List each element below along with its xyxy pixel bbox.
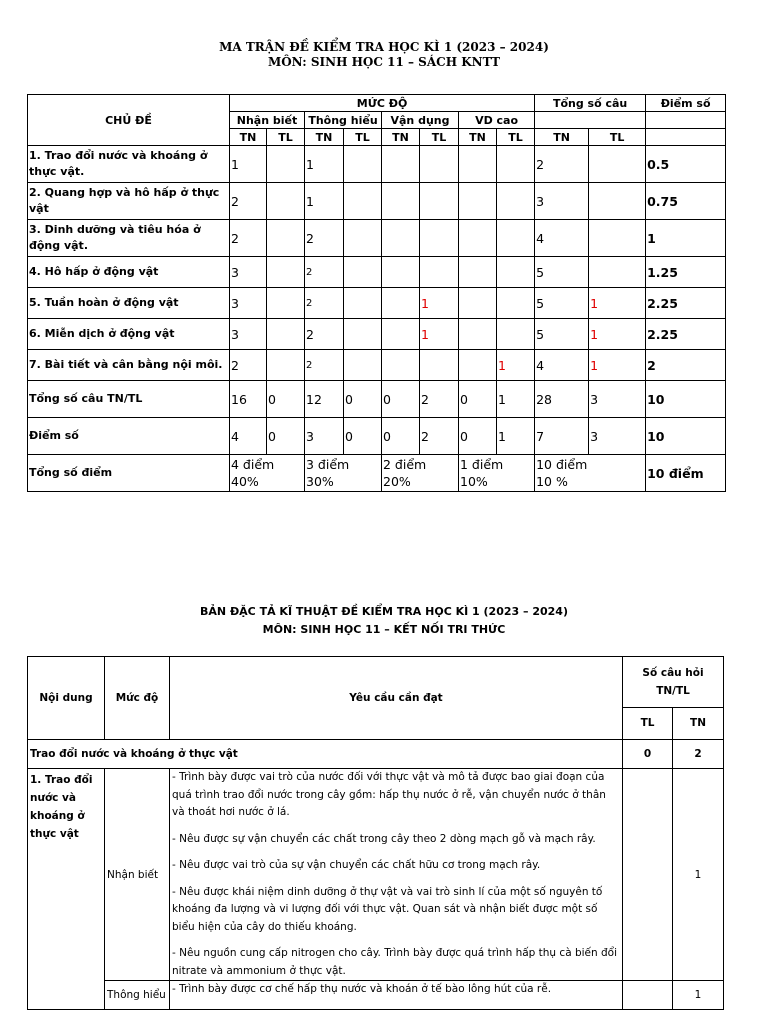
spec-understand-tl	[623, 981, 673, 1010]
matrix-cell-total-tl: 1	[589, 350, 646, 381]
matrix-cell-understand-tn: 2	[305, 319, 344, 350]
matrix-cell-advanced-tn	[459, 288, 497, 319]
matrix-row-label: 3. Dinh dưỡng và tiêu hóa ở động vật.	[28, 220, 230, 257]
grand-percent: 10%	[460, 474, 488, 489]
matrix-cell-recognize-tl	[267, 183, 305, 220]
tl-label: TL	[267, 129, 305, 146]
spec-header-level: Mức độ	[105, 657, 170, 740]
matrix-cell-understand-tn: 1	[305, 146, 344, 183]
matrix-cell-apply-tn	[382, 319, 420, 350]
tl-label: TL	[344, 129, 382, 146]
matrix-cell-total-tl: 3	[589, 418, 646, 455]
tn-label: TN	[305, 129, 344, 146]
grand-points: 3 điểm	[306, 457, 350, 472]
matrix-cell-score: 2	[646, 350, 726, 381]
tl-label: TL	[420, 129, 459, 146]
spec-topic: 1. Trao đổi nước và khoáng ở thực vật	[28, 769, 105, 1010]
matrix-grand-final: 10 điểm	[646, 455, 726, 492]
matrix-title-line1: MA TRẬN ĐỀ KIỂM TRA HỌC KÌ 1 (2023 – 2024)	[219, 40, 549, 54]
matrix-cell-advanced-tl: 1	[497, 381, 535, 418]
matrix-cell-recognize-tn: 3	[230, 319, 267, 350]
grand-percent: 40%	[231, 474, 259, 489]
matrix-cell-understand-tl: 0	[344, 381, 382, 418]
matrix-header-blank	[535, 112, 646, 129]
matrix-level-understand: Thông hiểu	[305, 112, 382, 129]
matrix-cell-understand-tn: 2	[305, 288, 344, 319]
matrix-cell-advanced-tn	[459, 350, 497, 381]
matrix-cell-score: 0.5	[646, 146, 726, 183]
matrix-cell-total-tn: 2	[535, 146, 589, 183]
grand-points: 4 điểm	[231, 457, 275, 472]
matrix-cell-total-tn: 4	[535, 350, 589, 381]
matrix-cell-understand-tl	[344, 288, 382, 319]
matrix-row-label: Điểm số	[28, 418, 230, 455]
matrix-cell-apply-tl: 2	[420, 381, 459, 418]
spec-recognize-tl	[623, 769, 673, 981]
matrix-header-blank	[646, 129, 726, 146]
matrix-cell-advanced-tl	[497, 257, 535, 288]
spec-title-line1: BẢN ĐẶC TẢ KĨ THUẬT ĐỀ KIỂM TRA HỌC KÌ 1 (2023 – 2024)	[200, 605, 568, 618]
matrix-grand-row	[28, 455, 726, 492]
matrix-cell-understand-tn: 3	[305, 418, 344, 455]
matrix-cell-total-tn: 3	[535, 183, 589, 220]
matrix-cell-understand-tn: 2	[305, 350, 344, 381]
matrix-cell-score: 10	[646, 418, 726, 455]
matrix-cell-recognize-tl	[267, 350, 305, 381]
matrix-cell-advanced-tn	[459, 257, 497, 288]
matrix-cell-recognize-tl: 0	[267, 381, 305, 418]
spec-header-requirement: Yêu cầu cần đạt	[170, 657, 623, 740]
matrix-cell-advanced-tl: 1	[497, 418, 535, 455]
matrix-cell-score: 1	[646, 220, 726, 257]
spec-understand-tn: 1	[673, 981, 724, 1010]
spec-title	[0, 603, 768, 639]
matrix-cell-score: 2.25	[646, 288, 726, 319]
tl-label: TL	[497, 129, 535, 146]
matrix-row	[28, 183, 726, 220]
matrix-cell-advanced-tn	[459, 183, 497, 220]
matrix-row-label: 7. Bài tiết và cân bằng nội môi.	[28, 350, 230, 381]
matrix-cell-recognize-tl: 0	[267, 418, 305, 455]
grand-percent: 20%	[383, 474, 411, 489]
matrix-cell-score: 10	[646, 381, 726, 418]
spec-section-label: Trao đổi nước và khoáng ở thực vật	[28, 740, 623, 769]
tn-label: TN	[459, 129, 497, 146]
matrix-title-line2: MÔN: SINH HỌC 11 – SÁCH KNTT	[267, 55, 501, 69]
matrix-cell-total-tl	[589, 146, 646, 183]
spec-section-tn: 2	[673, 740, 724, 769]
matrix-cell-understand-tl	[344, 146, 382, 183]
matrix-cell-recognize-tn: 16	[230, 381, 267, 418]
matrix-cell-advanced-tl	[497, 220, 535, 257]
matrix-cell-score: 2.25	[646, 319, 726, 350]
tn-label: TN	[382, 129, 420, 146]
spec-header-tl: TL	[623, 707, 673, 739]
spec-title-line2: MÔN: SINH HỌC 11 – KẾT NỐI TRI THỨC	[262, 623, 506, 636]
matrix-level-advanced: VD cao	[459, 112, 535, 129]
spec-header-count	[623, 657, 724, 708]
matrix-header-total: Tổng số câu	[535, 95, 646, 112]
matrix-cell-apply-tn: 0	[382, 381, 420, 418]
matrix-cell-total-tn: 5	[535, 319, 589, 350]
matrix-cell-recognize-tn: 4	[230, 418, 267, 455]
matrix-total-row	[28, 381, 726, 418]
matrix-row	[28, 220, 726, 257]
matrix-cell-total-tl: 1	[589, 319, 646, 350]
matrix-cell-advanced-tl: 1	[497, 350, 535, 381]
matrix-header-score: Điểm số	[646, 95, 726, 112]
matrix-row-label: 5. Tuần hoàn ở động vật	[28, 288, 230, 319]
matrix-cell-apply-tl	[420, 257, 459, 288]
matrix-grand-recognize	[230, 455, 305, 492]
matrix-cell-understand-tn: 12	[305, 381, 344, 418]
matrix-cell-understand-tl: 0	[344, 418, 382, 455]
matrix-row	[28, 146, 726, 183]
matrix-cell-recognize-tl	[267, 257, 305, 288]
matrix-cell-advanced-tn: 0	[459, 418, 497, 455]
matrix-cell-apply-tn	[382, 220, 420, 257]
grand-percent: 10 %	[536, 474, 568, 489]
spec-level-recognize: Nhận biết	[105, 769, 170, 981]
matrix-grand-understand	[305, 455, 382, 492]
requirement-item: - Nêu được vai trò của sự vận chuyển các chất hữu cơ trong mạch rây.	[172, 859, 541, 871]
matrix-grand-total	[535, 455, 646, 492]
matrix-row-label: 2. Quang hợp và hô hấp ở thực vật	[28, 183, 230, 220]
matrix-grand-apply	[382, 455, 459, 492]
matrix-cell-total-tn: 5	[535, 288, 589, 319]
matrix-cell-advanced-tl	[497, 146, 535, 183]
matrix-grand-advanced	[459, 455, 535, 492]
matrix-cell-apply-tn	[382, 257, 420, 288]
spec-requirements-recognize	[170, 769, 623, 981]
matrix-cell-understand-tl	[344, 183, 382, 220]
matrix-header-blank	[646, 112, 726, 129]
spec-header-tn: TN	[673, 707, 724, 739]
matrix-cell-advanced-tl	[497, 288, 535, 319]
matrix-cell-advanced-tn	[459, 146, 497, 183]
matrix-row	[28, 319, 726, 350]
matrix-cell-recognize-tl	[267, 288, 305, 319]
test-matrix-table	[27, 94, 726, 492]
matrix-cell-apply-tn	[382, 288, 420, 319]
matrix-cell-total-tl	[589, 183, 646, 220]
matrix-cell-recognize-tn: 3	[230, 257, 267, 288]
matrix-cell-recognize-tn: 2	[230, 183, 267, 220]
matrix-cell-total-tn: 7	[535, 418, 589, 455]
matrix-cell-understand-tl	[344, 319, 382, 350]
matrix-cell-advanced-tn	[459, 319, 497, 350]
matrix-row-label: 6. Miễn dịch ở động vật	[28, 319, 230, 350]
tn-label: TN	[230, 129, 267, 146]
matrix-cell-apply-tl: 2	[420, 418, 459, 455]
matrix-cell-understand-tn: 2	[305, 220, 344, 257]
spec-section-tl: 0	[623, 740, 673, 769]
spec-header-count-line2: TN/TL	[656, 684, 690, 697]
matrix-score-row	[28, 418, 726, 455]
spec-recognize-tn: 1	[673, 769, 724, 981]
matrix-cell-total-tl	[589, 220, 646, 257]
grand-points: 1 điểm	[460, 457, 504, 472]
spec-header-count-line1: Số câu hỏi	[642, 666, 704, 679]
matrix-cell-advanced-tl	[497, 319, 535, 350]
matrix-title	[0, 40, 768, 70]
matrix-cell-apply-tl	[420, 146, 459, 183]
matrix-cell-recognize-tl	[267, 319, 305, 350]
matrix-row	[28, 350, 726, 381]
matrix-cell-total-tl: 1	[589, 288, 646, 319]
requirement-item: - Trình bày được vai trò của nước đối với thực vật và mô tả được bao giai đoạn của quá trình trao đổi nước trong cây gồm: hấp thụ nước ở rễ, vận chuyển nước ở thân và thoát hơi nước ở lá.	[172, 771, 606, 818]
matrix-row-label: Tổng số câu TN/TL	[28, 381, 230, 418]
matrix-cell-apply-tl	[420, 220, 459, 257]
matrix-cell-total-tl: 3	[589, 381, 646, 418]
spec-level-understand: Thông hiểu	[105, 981, 170, 1010]
matrix-level-apply: Vận dụng	[382, 112, 459, 129]
matrix-cell-understand-tn: 2	[305, 257, 344, 288]
grand-points: 2 điểm	[383, 457, 427, 472]
requirement-item: - Nêu được khái niệm dinh dưỡng ở thự vật và vai trò sinh lí của một số nguyên tố khoáng đa lượng và vi lượng đối với thực vật. Quan sát và nhận biết được một số biểu hiện của cây do thiếu khoáng.	[172, 885, 603, 933]
matrix-row-label: 4. Hô hấp ở động vật	[28, 257, 230, 288]
tn-label: TN	[535, 129, 589, 146]
matrix-cell-understand-tl	[344, 257, 382, 288]
matrix-cell-total-tn: 4	[535, 220, 589, 257]
matrix-cell-apply-tl: 1	[420, 288, 459, 319]
spec-header-content: Nội dung	[28, 657, 105, 740]
matrix-cell-recognize-tn: 2	[230, 220, 267, 257]
matrix-header-level: MỨC ĐỘ	[230, 95, 535, 112]
matrix-cell-score: 1.25	[646, 257, 726, 288]
spec-table	[27, 656, 724, 1010]
matrix-cell-apply-tn	[382, 146, 420, 183]
requirement-item: - Trình bày được cơ chế hấp thụ nước và khoán ở tế bào lông hút của rễ.	[172, 983, 552, 995]
matrix-cell-recognize-tn: 3	[230, 288, 267, 319]
matrix-cell-recognize-tn: 2	[230, 350, 267, 381]
matrix-cell-recognize-tl	[267, 146, 305, 183]
requirement-item: - Nêu nguồn cung cấp nitrogen cho cây. Trình bày được quá trình hấp thụ cà biến đổi nitrate và ammonium ở thực vật.	[172, 947, 618, 977]
matrix-row-label: Tổng số điểm	[28, 455, 230, 492]
matrix-cell-advanced-tn	[459, 220, 497, 257]
matrix-cell-understand-tn: 1	[305, 183, 344, 220]
matrix-cell-advanced-tn: 0	[459, 381, 497, 418]
matrix-cell-recognize-tl	[267, 220, 305, 257]
grand-points: 10 điểm	[536, 457, 588, 472]
matrix-cell-apply-tn	[382, 350, 420, 381]
matrix-row	[28, 257, 726, 288]
matrix-cell-understand-tl	[344, 350, 382, 381]
matrix-cell-apply-tn: 0	[382, 418, 420, 455]
matrix-cell-advanced-tl	[497, 183, 535, 220]
matrix-cell-apply-tl: 1	[420, 319, 459, 350]
matrix-cell-apply-tl	[420, 183, 459, 220]
matrix-cell-understand-tl	[344, 220, 382, 257]
spec-requirements-understand	[170, 981, 623, 1010]
tl-label: TL	[589, 129, 646, 146]
matrix-cell-recognize-tn: 1	[230, 146, 267, 183]
requirement-item: - Nêu được sự vận chuyển các chất trong cây theo 2 dòng mạch gỗ và mạch rây.	[172, 832, 596, 845]
matrix-cell-total-tl	[589, 257, 646, 288]
matrix-row-label: 1. Trao đổi nước và khoáng ở thực vật.	[28, 146, 230, 183]
grand-percent: 30%	[306, 474, 334, 489]
matrix-cell-score: 0.75	[646, 183, 726, 220]
matrix-cell-apply-tn	[382, 183, 420, 220]
matrix-level-recognize: Nhận biết	[230, 112, 305, 129]
matrix-header-topic: CHỦ ĐỀ	[28, 95, 230, 146]
matrix-cell-total-tn: 28	[535, 381, 589, 418]
matrix-cell-total-tn: 5	[535, 257, 589, 288]
matrix-cell-apply-tl	[420, 350, 459, 381]
matrix-row	[28, 288, 726, 319]
